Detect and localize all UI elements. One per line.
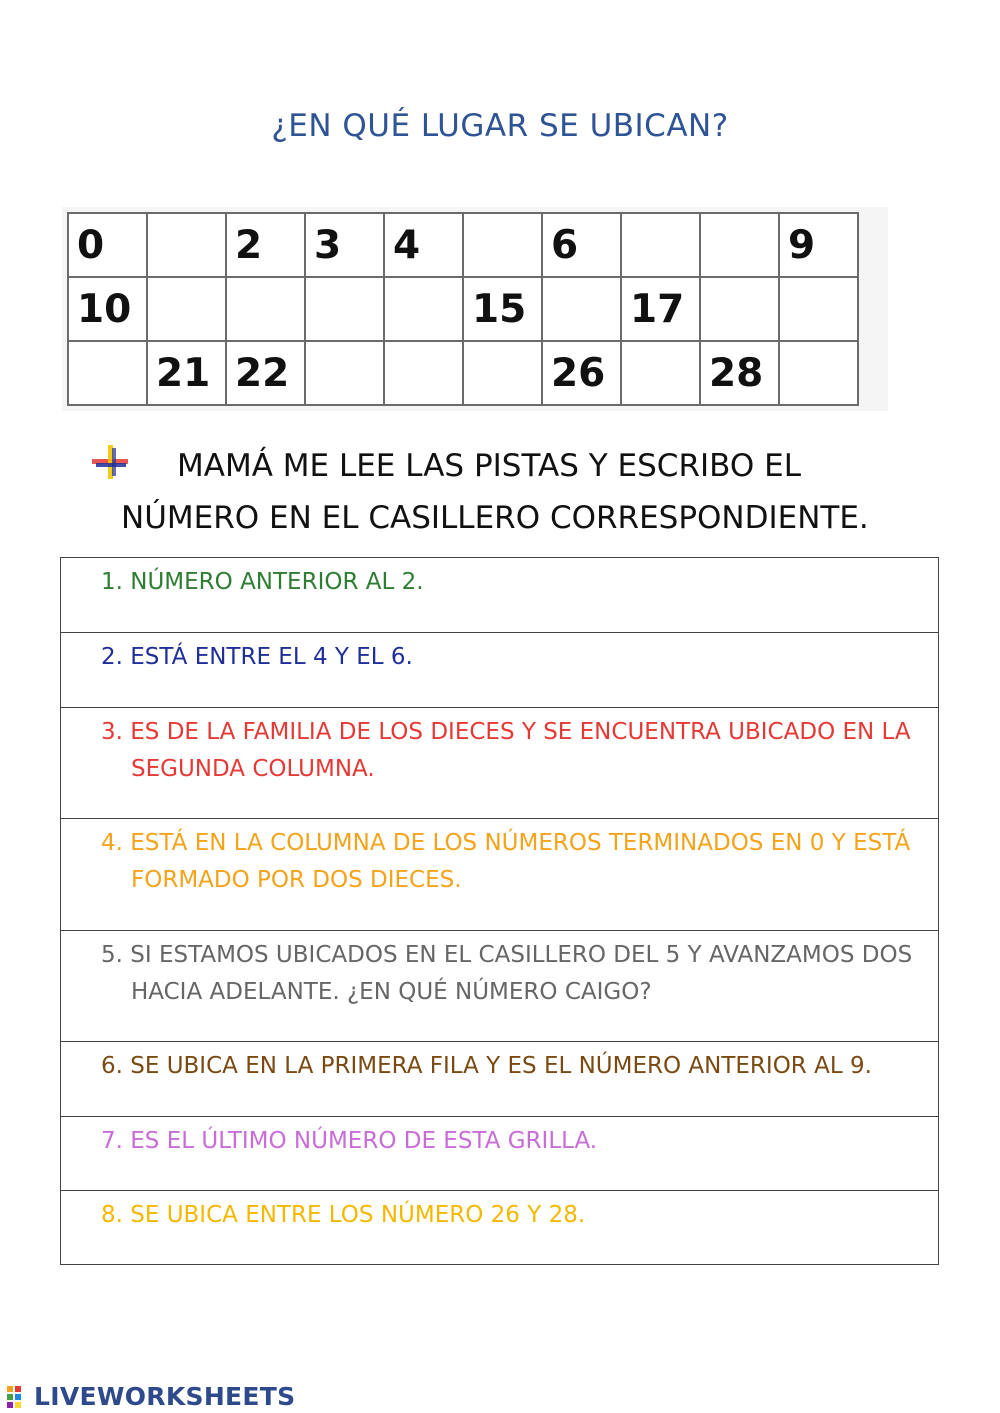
clue-row-4 — [61, 819, 939, 931]
clue-text-6: 6. SE UBICA EN LA PRIMERA FILA Y ES EL NÚMERO ANTERIOR AL 9. — [101, 1053, 872, 1079]
grid-cell — [463, 341, 542, 405]
grid-cell — [463, 213, 542, 277]
clue-text-5: 5. SI ESTAMOS UBICADOS EN EL CASILLERO DEL 5 Y AVANZAMOS DOS HACIA ADELANTE. ¿EN QUÉ NÚMERO CAIGO? — [101, 942, 913, 1005]
grid-row — [68, 213, 858, 277]
grid-cell — [700, 277, 779, 341]
grid-cell — [305, 277, 384, 341]
grid-cell — [700, 213, 779, 277]
clue-text-2: 2. ESTÁ ENTRE EL 4 Y EL 6. — [101, 644, 413, 670]
grid-cell: 26 — [542, 341, 621, 405]
grid-cell: 9 — [779, 213, 858, 277]
page-title: ¿EN QUÉ LUGAR SE UBICAN? — [271, 108, 729, 144]
liveworksheets-logo-icon — [6, 1385, 30, 1409]
grid-cell — [305, 341, 384, 405]
grid-cell: 4 — [384, 213, 463, 277]
grid-cell — [384, 277, 463, 341]
clue-row-8 — [61, 1191, 939, 1265]
grid-cell: 28 — [700, 341, 779, 405]
grid-cell: 15 — [463, 277, 542, 341]
grid-row — [68, 277, 858, 341]
grid-cell: 6 — [542, 213, 621, 277]
grid-cell — [779, 341, 858, 405]
grid-cell: 0 — [68, 213, 147, 277]
clue-text-4: 4. ESTÁ EN LA COLUMNA DE LOS NÚMEROS TERMINADOS EN 0 Y ESTÁ FORMADO POR DOS DIECES. — [101, 830, 911, 893]
grid-cell — [779, 277, 858, 341]
plus-bullet-icon — [90, 444, 130, 480]
clue-row-2 — [61, 633, 939, 708]
grid-cell — [147, 213, 226, 277]
grid-cell: 22 — [226, 341, 305, 405]
grid-cell — [542, 277, 621, 341]
footer-brand — [6, 1382, 295, 1411]
grid-cell: 2 — [226, 213, 305, 277]
number-grid-frame — [62, 207, 888, 411]
clue-text-1: 1. NÚMERO ANTERIOR AL 2. — [101, 569, 424, 595]
clue-row-5 — [61, 931, 939, 1042]
instruction-line-1: MAMÁ ME LEE LAS PISTAS Y ESCRIBO EL — [177, 448, 801, 484]
grid-cell: 21 — [147, 341, 226, 405]
grid-cell — [621, 341, 700, 405]
footer-brand-text: LIVEWORKSHEETS — [34, 1382, 296, 1411]
grid-cell — [621, 213, 700, 277]
grid-cell — [384, 341, 463, 405]
clue-row-3 — [61, 708, 939, 819]
clue-row-6 — [61, 1042, 939, 1117]
clue-row-1 — [61, 558, 939, 633]
grid-cell — [147, 277, 226, 341]
number-grid — [67, 212, 859, 406]
grid-cell — [226, 277, 305, 341]
instruction — [90, 440, 950, 544]
clue-text-7: 7. ES EL ÚLTIMO NÚMERO DE ESTA GRILLA. — [101, 1128, 598, 1154]
clue-text-3: 3. ES DE LA FAMILIA DE LOS DIECES Y SE ENCUENTRA UBICADO EN LA SEGUNDA COLUMNA. — [101, 719, 911, 782]
grid-cell — [68, 341, 147, 405]
grid-row — [68, 341, 858, 405]
grid-cell: 3 — [305, 213, 384, 277]
grid-cell: 10 — [68, 277, 147, 341]
clues-table — [60, 557, 939, 1265]
instruction-line-2: NÚMERO EN EL CASILLERO CORRESPONDIENTE. — [121, 500, 869, 536]
clue-text-8: 8. SE UBICA ENTRE LOS NÚMERO 26 Y 28. — [101, 1202, 586, 1228]
clue-row-7 — [61, 1117, 939, 1191]
grid-cell: 17 — [621, 277, 700, 341]
